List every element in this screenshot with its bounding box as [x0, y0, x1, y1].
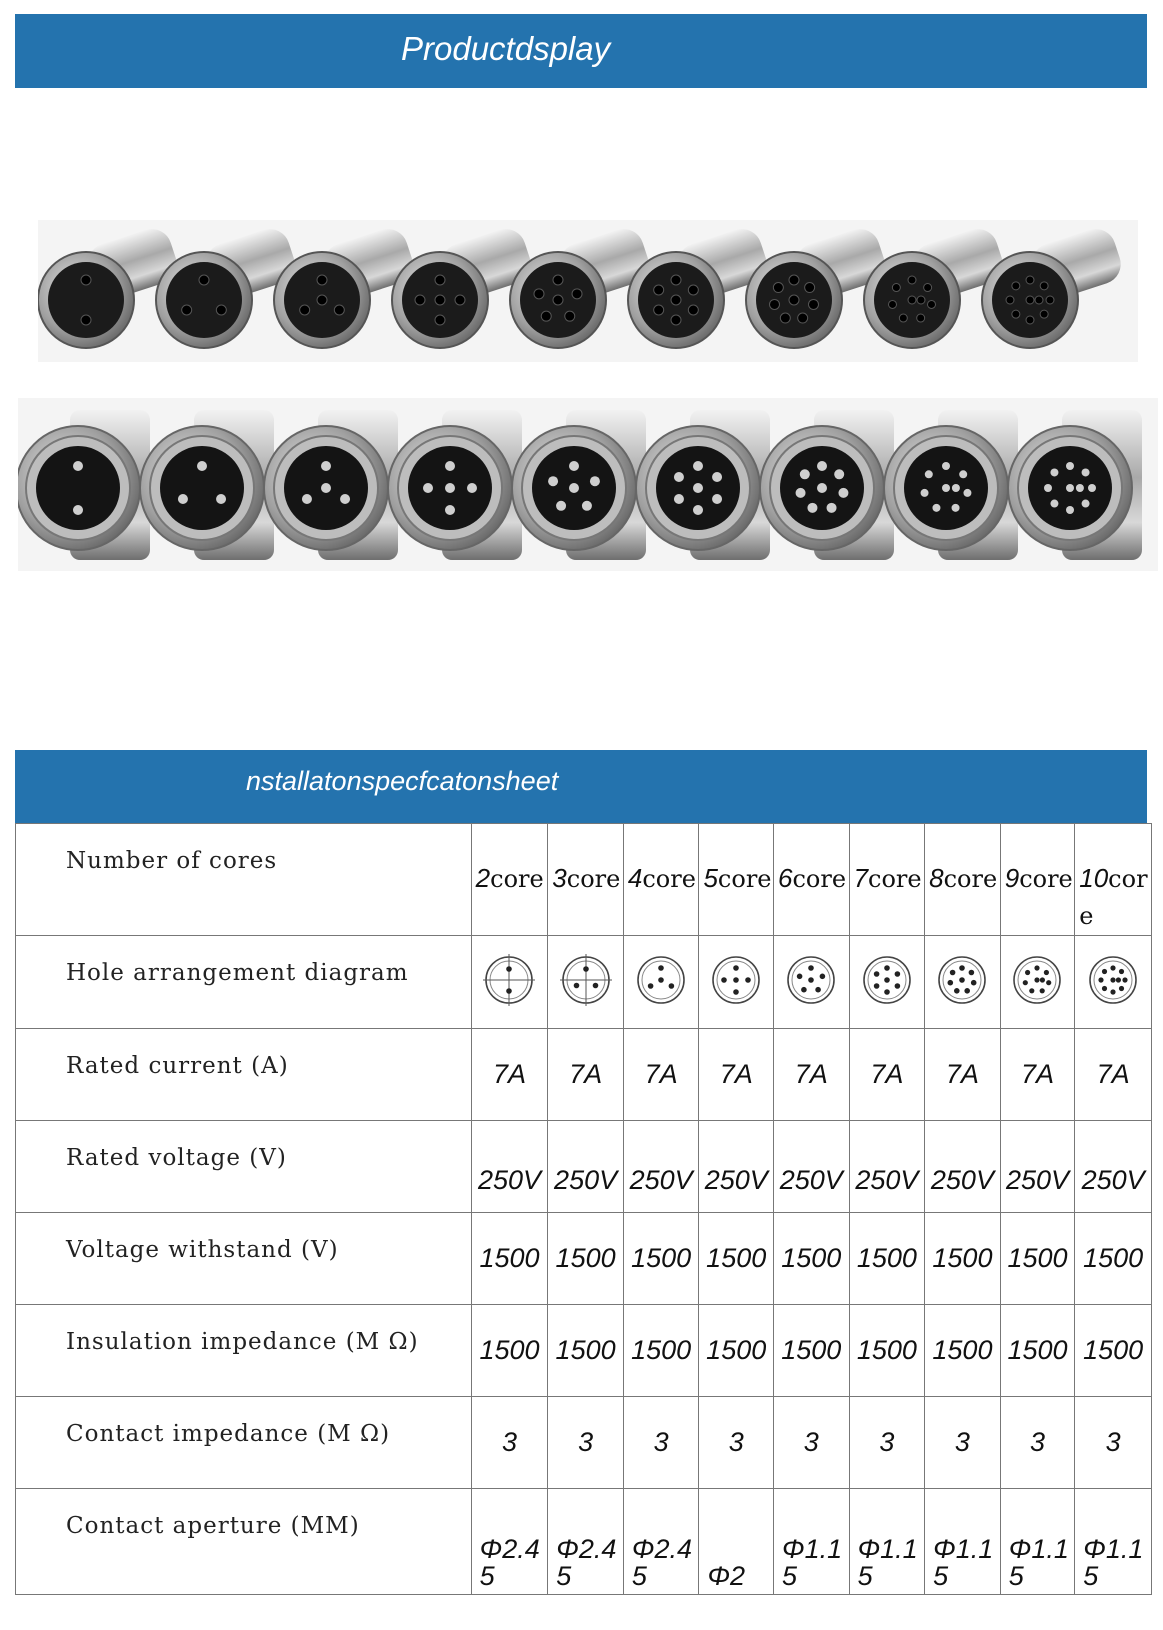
withstand-value-cell: 1500 [699, 1213, 774, 1305]
male-connector-10-icon [1008, 410, 1142, 560]
core-number: 4 [627, 863, 643, 893]
spec-row-contact [16, 1397, 1152, 1489]
current-value-cell: 7A [925, 1029, 1001, 1121]
spec-row-withstand [16, 1213, 1152, 1305]
core-count-cell [1075, 824, 1152, 936]
core-number: 2 [475, 863, 491, 893]
contact-value-cell: 3 [699, 1397, 774, 1489]
hole-diagram-4-icon [633, 952, 689, 1008]
insulation-value-cell: 1500 [849, 1305, 925, 1397]
hole-diagram-cell [699, 936, 774, 1029]
current-value-cell: 7A [849, 1029, 925, 1121]
female-connector-10-icon [982, 224, 1126, 348]
core-count-cell [623, 824, 699, 936]
voltage-value-cell: 250V [849, 1121, 925, 1213]
male-connector-5-icon [388, 410, 522, 560]
core-count-cell [925, 824, 1001, 936]
row-label: Contact aperture (MM) [16, 1489, 472, 1595]
core-unit: core [868, 865, 922, 893]
aperture-value-cell: Φ2.45 [623, 1489, 699, 1595]
withstand-value-cell: 1500 [1075, 1213, 1152, 1305]
spec-table [15, 823, 1152, 1595]
male-connector-9-icon [884, 410, 1018, 560]
voltage-value-cell: 250V [773, 1121, 849, 1213]
insulation-value-cell: 1500 [1075, 1305, 1152, 1397]
insulation-value-cell: 1500 [925, 1305, 1001, 1397]
spec-row-voltage [16, 1121, 1152, 1213]
voltage-value-cell: 250V [548, 1121, 624, 1213]
current-value-cell: 7A [548, 1029, 624, 1121]
hole-diagram-7-icon [859, 952, 915, 1008]
withstand-value-cell: 1500 [1000, 1213, 1075, 1305]
voltage-value-cell: 250V [1075, 1121, 1152, 1213]
hole-diagram-cell [773, 936, 849, 1029]
row-label: Number of cores [16, 824, 472, 936]
current-value-cell: 7A [623, 1029, 699, 1121]
male-connector-4-icon [264, 410, 398, 560]
core-unit: core [1079, 865, 1148, 930]
row-label: Hole arrangement diagram [16, 936, 472, 1029]
aperture-value-cell: Φ1.15 [1000, 1489, 1075, 1595]
withstand-value-cell: 1500 [548, 1213, 624, 1305]
insulation-value-cell: 1500 [548, 1305, 624, 1397]
core-unit: core [642, 865, 696, 893]
core-number: 6 [777, 863, 793, 893]
voltage-value-cell: 250V [1000, 1121, 1075, 1213]
contact-value-cell: 3 [1075, 1397, 1152, 1489]
row-label: Contact impedance (M Ω) [16, 1397, 472, 1489]
male-connector-8-icon [760, 410, 894, 560]
row-label: Rated voltage (V) [16, 1121, 472, 1213]
hole-diagram-6-icon [783, 952, 839, 1008]
aperture-value-cell: Φ2.45 [548, 1489, 624, 1595]
hole-diagram-3-icon [558, 952, 614, 1008]
voltage-value-cell: 250V [623, 1121, 699, 1213]
male-connector-2-icon [18, 410, 150, 560]
hole-diagram-cell [1075, 936, 1152, 1029]
core-count-cell [849, 824, 925, 936]
hole-diagram-cell [623, 936, 699, 1029]
withstand-value-cell: 1500 [925, 1213, 1001, 1305]
aperture-value-cell: Φ2.45 [471, 1489, 548, 1595]
core-count-cell [699, 824, 774, 936]
row-label: Voltage withstand (V) [16, 1213, 472, 1305]
current-value-cell: 7A [1000, 1029, 1075, 1121]
spec-row-current [16, 1029, 1152, 1121]
contact-value-cell: 3 [471, 1397, 548, 1489]
contact-value-cell: 3 [773, 1397, 849, 1489]
male-connector-photo-row [18, 398, 1158, 571]
contact-value-cell: 3 [849, 1397, 925, 1489]
insulation-value-cell: 1500 [471, 1305, 548, 1397]
core-unit: core [943, 865, 998, 893]
core-count-cell [773, 824, 849, 936]
current-value-cell: 7A [699, 1029, 774, 1121]
contact-value-cell: 3 [1000, 1397, 1075, 1489]
withstand-value-cell: 1500 [773, 1213, 849, 1305]
core-unit: core [717, 865, 772, 893]
row-label: Insulation impedance (M Ω) [16, 1305, 472, 1397]
insulation-value-cell: 1500 [1000, 1305, 1075, 1397]
hole-diagram-2-icon [481, 952, 537, 1008]
core-count-cell [1000, 824, 1075, 936]
male-connector-6-icon [512, 410, 646, 560]
withstand-value-cell: 1500 [623, 1213, 699, 1305]
hole-diagram-cell [849, 936, 925, 1029]
core-number: 10 [1079, 863, 1109, 893]
aperture-value-cell: Φ1.15 [1075, 1489, 1152, 1595]
spec-row-aperture [16, 1489, 1152, 1595]
row-label: Rated current (A) [16, 1029, 472, 1121]
aperture-value-cell: Φ1.15 [773, 1489, 849, 1595]
spec-row-hole [16, 936, 1152, 1029]
withstand-value-cell: 1500 [471, 1213, 548, 1305]
hole-diagram-cell [471, 936, 548, 1029]
current-value-cell: 7A [471, 1029, 548, 1121]
insulation-value-cell: 1500 [699, 1305, 774, 1397]
withstand-value-cell: 1500 [849, 1213, 925, 1305]
spec-row-cores [16, 824, 1152, 936]
hole-diagram-cell [925, 936, 1001, 1029]
core-number: 7 [853, 863, 869, 893]
core-count-cell [471, 824, 548, 936]
female-connectors-image [38, 220, 1138, 362]
voltage-value-cell: 250V [925, 1121, 1001, 1213]
voltage-value-cell: 250V [699, 1121, 774, 1213]
male-connector-3-icon [140, 410, 274, 560]
current-value-cell: 7A [773, 1029, 849, 1121]
hole-diagram-cell [548, 936, 624, 1029]
core-number: 3 [552, 863, 567, 893]
spec-sheet-title: nstallatonspecfcatonsheet [246, 766, 559, 796]
hole-diagram-10-icon [1085, 952, 1141, 1008]
hole-diagram-cell [1000, 936, 1075, 1029]
aperture-value-cell: Φ1.15 [849, 1489, 925, 1595]
insulation-value-cell: 1500 [773, 1305, 849, 1397]
voltage-value-cell: 250V [471, 1121, 548, 1213]
hole-diagram-9-icon [1009, 952, 1065, 1008]
female-connector-photo-row [38, 220, 1138, 362]
contact-value-cell: 3 [623, 1397, 699, 1489]
current-value-cell: 7A [1075, 1029, 1152, 1121]
male-connector-7-icon [636, 410, 770, 560]
core-unit: core [490, 865, 544, 893]
contact-value-cell: 3 [548, 1397, 624, 1489]
contact-value-cell: 3 [925, 1397, 1001, 1489]
product-display-title: Productdsplay [401, 30, 611, 67]
core-number: 8 [929, 863, 944, 893]
spec-row-insulation [16, 1305, 1152, 1397]
hole-diagram-5-icon [708, 952, 764, 1008]
spec-sheet-banner [15, 750, 1147, 823]
aperture-value-cell: Φ2 [699, 1489, 774, 1595]
core-count-cell [548, 824, 624, 936]
core-number: 5 [703, 863, 718, 893]
male-connectors-image [18, 398, 1158, 571]
core-unit: core [792, 865, 847, 893]
core-unit: core [1019, 865, 1073, 893]
product-display-banner [15, 14, 1147, 88]
insulation-value-cell: 1500 [623, 1305, 699, 1397]
hole-diagram-8-icon [934, 952, 990, 1008]
core-number: 9 [1004, 863, 1020, 893]
aperture-value-cell: Φ1.15 [925, 1489, 1001, 1595]
core-unit: core [566, 865, 621, 893]
